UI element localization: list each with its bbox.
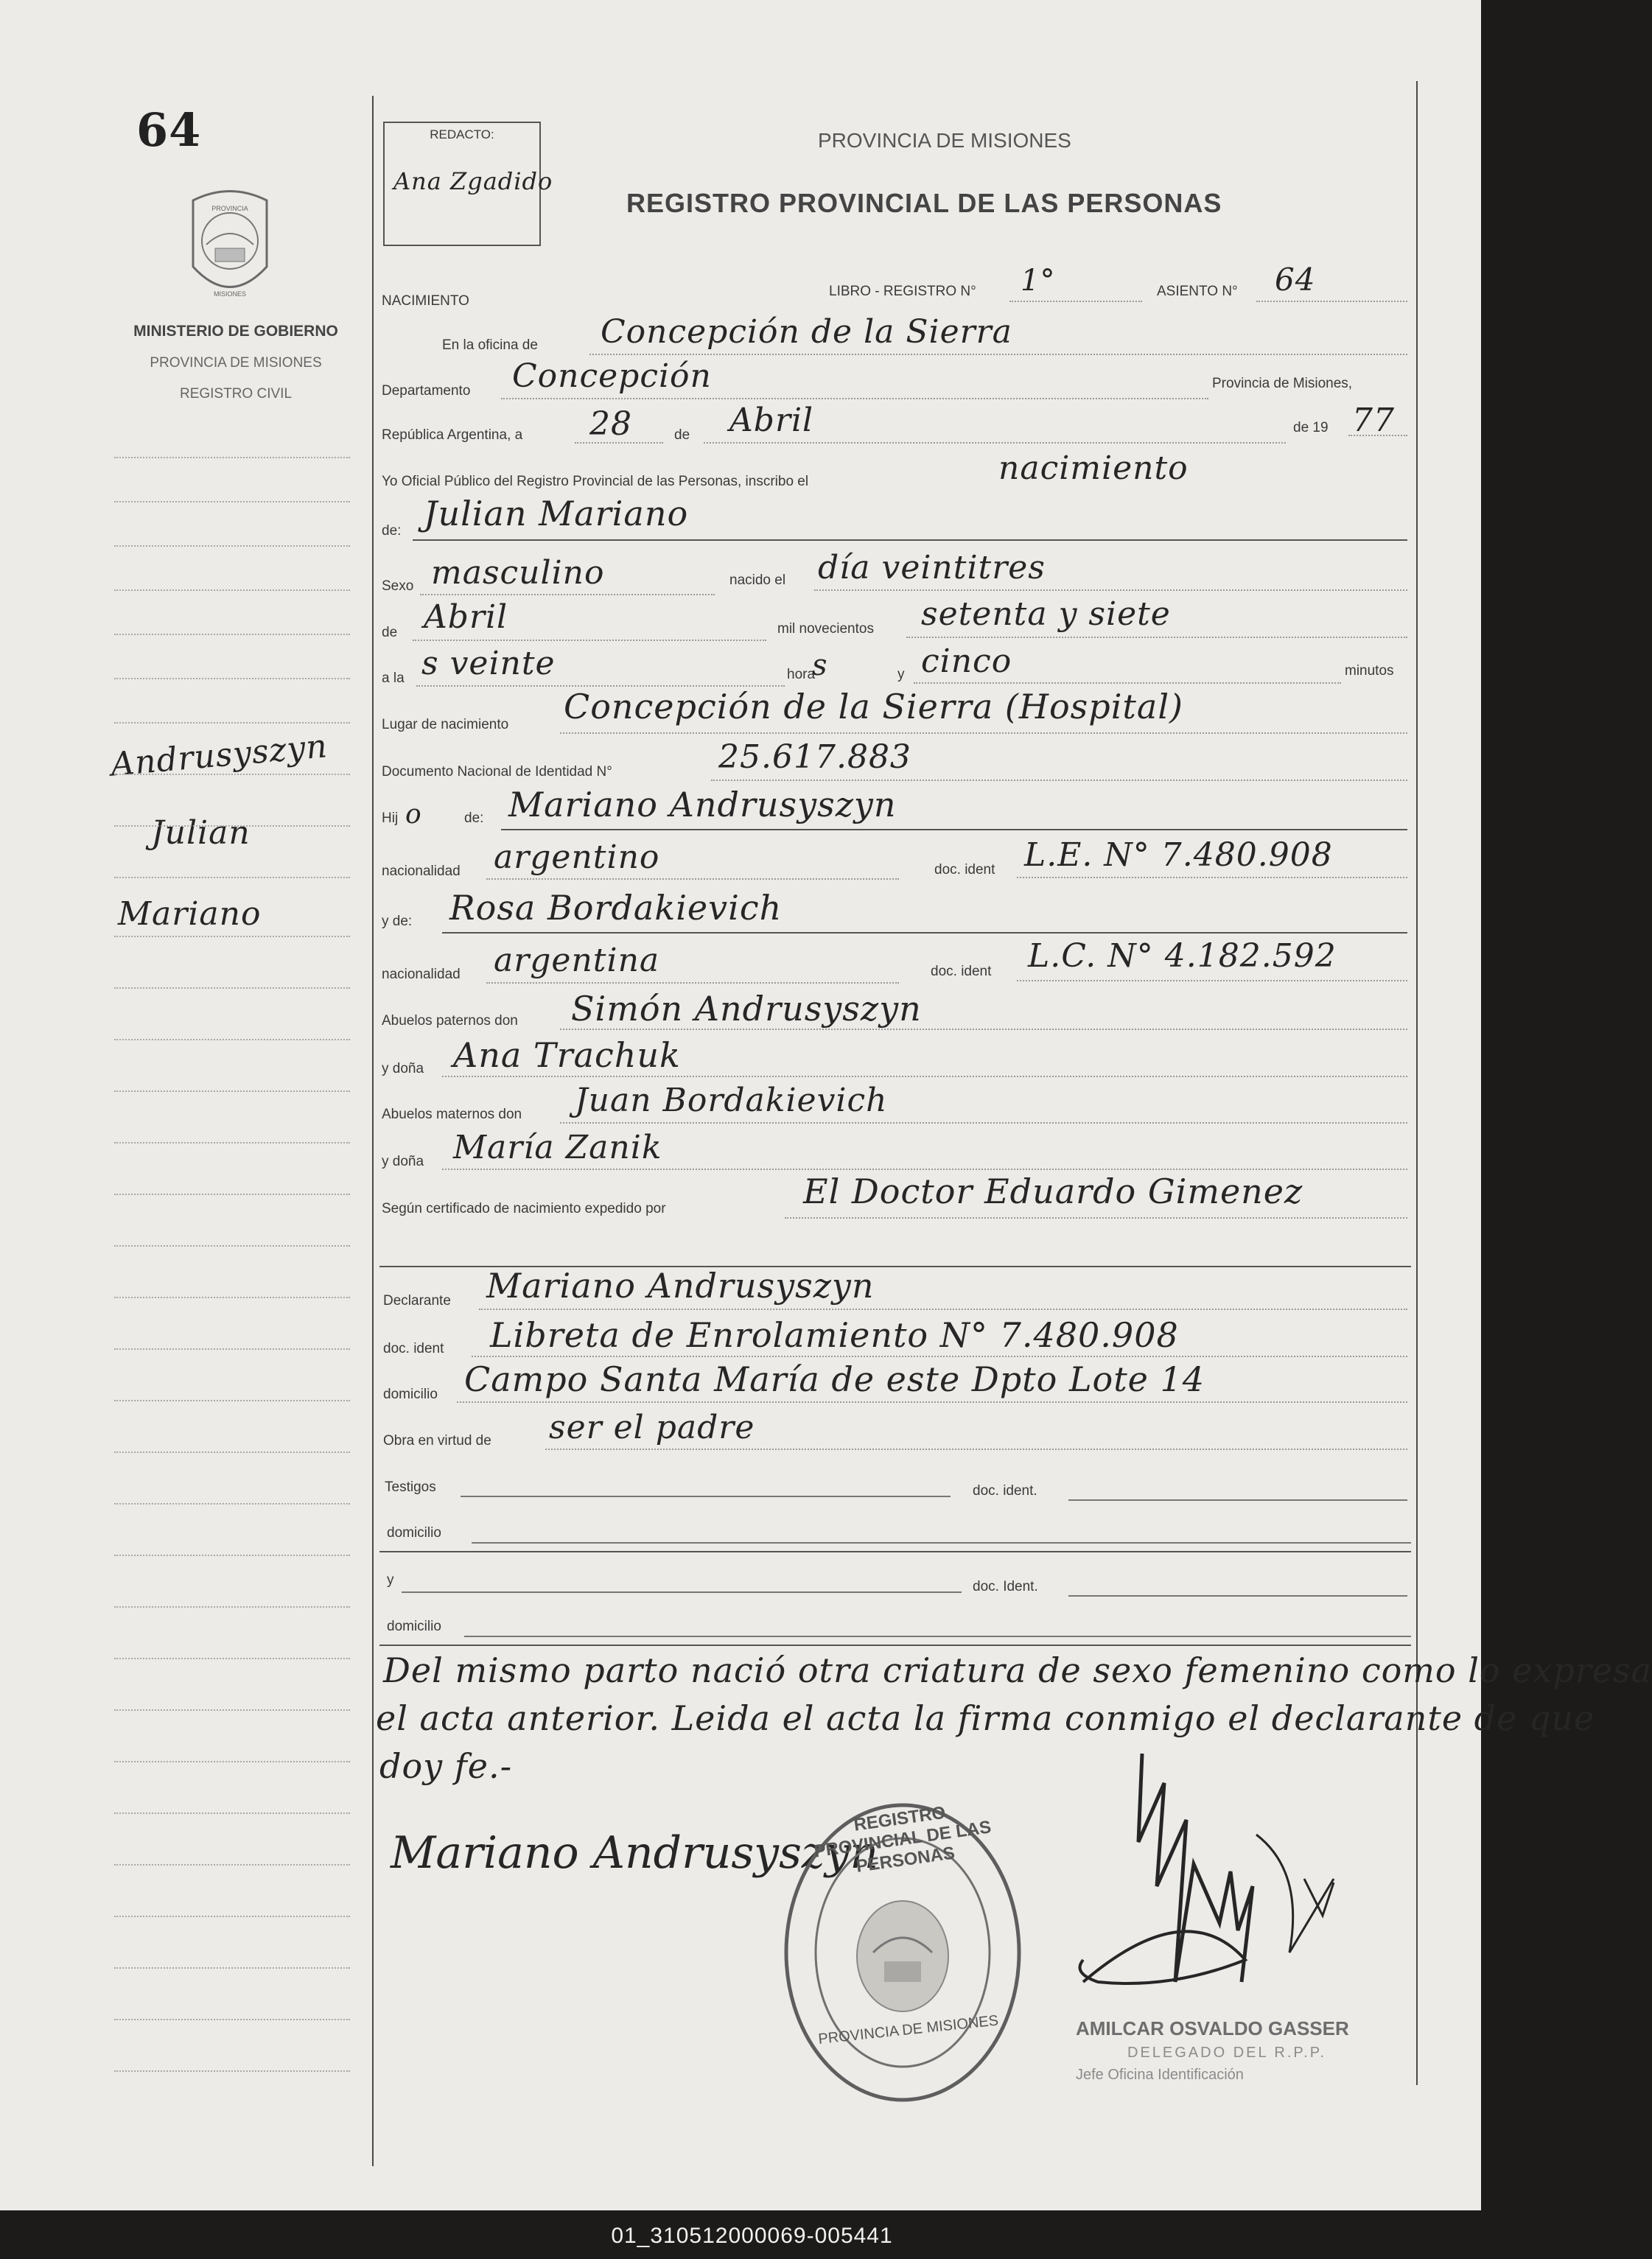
official-role: DELEGADO DEL R.P.P. bbox=[1127, 2045, 1327, 2061]
oficina-value: Concepción de la Sierra bbox=[601, 313, 1012, 351]
margin-first-name: Julian bbox=[151, 814, 251, 852]
nota-line3: doy fe.- bbox=[379, 1746, 513, 1786]
libro-value: 1° bbox=[1021, 264, 1056, 298]
hijo-de-label: de: bbox=[464, 810, 484, 826]
departamento-label: Departamento bbox=[382, 383, 471, 399]
padre-value: Mariano Andrusyszyn bbox=[508, 785, 897, 824]
mes-value: Abril bbox=[729, 402, 814, 439]
official-office: Jefe Oficina Identificación bbox=[1076, 2067, 1244, 2083]
asiento-label: ASIENTO N° bbox=[1157, 284, 1238, 299]
ab-pat-don: Simón Andrusyszyn bbox=[571, 989, 922, 1029]
nota-line2: el acta anterior. Leida el acta la firma conmigo el declarante de que bbox=[376, 1698, 1595, 1738]
dni-label: Documento Nacional de Identidad N° bbox=[382, 764, 612, 780]
ab-mat-label: Abuelos maternos don bbox=[382, 1107, 522, 1122]
testigos-y-label: y bbox=[387, 1572, 394, 1588]
declarante-domicilio-label: domicilio bbox=[383, 1387, 438, 1402]
nota-line1: Del mismo parto nació otra criatura de sexo femenino como lo expresa bbox=[383, 1650, 1652, 1690]
civil-registry-label: REGISTRO CIVIL bbox=[179, 386, 293, 402]
official-name: AMILCAR OSVALDO GASSER bbox=[1076, 2017, 1349, 2039]
sexo-value: masculino bbox=[431, 554, 605, 592]
ab-mat-dona-label: y doña bbox=[382, 1154, 424, 1169]
seal-text: REGISTRO PROVINCIAL DE LAS PERSONAS bbox=[813, 1802, 993, 1877]
horas-suffix: s bbox=[812, 648, 828, 682]
doc-madre-value: L.C. N° 4.182.592 bbox=[1028, 937, 1337, 975]
dni-value: 25.617.883 bbox=[718, 738, 911, 776]
sexo-label: Sexo bbox=[382, 578, 414, 594]
doc-padre-value: L.E. N° 7.480.908 bbox=[1024, 836, 1333, 874]
record-type-label: NACIMIENTO bbox=[382, 293, 469, 309]
mes2-value: Abril bbox=[424, 598, 508, 636]
doc-madre-label: doc. ident bbox=[931, 964, 992, 979]
redacto-signature: Ana Zgadido bbox=[393, 167, 553, 195]
mil-value: setenta y siete bbox=[921, 595, 1171, 633]
madre-label: y de: bbox=[382, 914, 413, 929]
redacto-label: REDACTO: bbox=[430, 127, 494, 141]
nombre-value: Julian Mariano bbox=[424, 494, 689, 533]
redacto-box bbox=[383, 122, 553, 246]
hijo-suffix: o bbox=[405, 799, 422, 830]
oficial-value: nacimiento bbox=[998, 449, 1189, 487]
libro-label: LIBRO - REGISTRO N° bbox=[829, 284, 976, 299]
hijo-label: Hij bbox=[382, 810, 399, 826]
ab-pat-dona: Ana Trachuk bbox=[453, 1035, 681, 1075]
dia-value: 28 bbox=[589, 405, 632, 443]
oficial-label: Yo Oficial Público del Registro Provincial de las Personas, inscribo el bbox=[382, 474, 809, 489]
obra-value: ser el padre bbox=[549, 1409, 755, 1446]
province-label: PROVINCIA DE MISIONES bbox=[150, 355, 322, 371]
doc-padre-label: doc. ident bbox=[934, 862, 995, 878]
nac-madre-value: argentina bbox=[494, 942, 660, 979]
ab-mat-don: Juan Bordakievich bbox=[575, 1082, 888, 1119]
de2-label: de bbox=[382, 625, 398, 640]
ab-mat-dona: María Zanik bbox=[453, 1129, 662, 1166]
de-label: de bbox=[674, 427, 690, 443]
testigos-label: Testigos bbox=[385, 1479, 436, 1495]
nacido-label: nacido el bbox=[729, 572, 786, 588]
margin-surname: Andrusyszyn bbox=[109, 727, 329, 784]
nacido-value: día veintitres bbox=[818, 549, 1046, 586]
ab-pat-label: Abuelos paternos don bbox=[382, 1013, 518, 1029]
ministry-label: MINISTERIO DE GOBIERNO bbox=[133, 323, 338, 340]
testigos-doc2-label: doc. Ident. bbox=[973, 1579, 1038, 1594]
provincia-label: Provincia de Misiones, bbox=[1212, 376, 1353, 391]
nombre-label: de: bbox=[382, 523, 402, 539]
minutos-value: cinco bbox=[921, 642, 1012, 680]
testigos-domicilio2-label: domicilio bbox=[387, 1619, 441, 1634]
mil-label: mil novecientos bbox=[777, 621, 874, 637]
testigos-domicilio-label: domicilio bbox=[387, 1525, 441, 1541]
cert-value: El Doctor Eduardo Gimenez bbox=[803, 1171, 1303, 1211]
page-number: 64 bbox=[136, 103, 202, 157]
lugar-label: Lugar de nacimiento bbox=[382, 717, 509, 732]
cert-label: Según certificado de nacimiento expedido por bbox=[382, 1201, 666, 1216]
testigos-doc-label: doc. ident. bbox=[973, 1483, 1037, 1499]
hora-prefix: a la bbox=[382, 670, 405, 686]
seal-bottom-text: PROVINCIA DE MISIONES bbox=[817, 2012, 999, 2048]
asiento-value: 64 bbox=[1275, 262, 1316, 298]
declarante-label: Declarante bbox=[383, 1293, 451, 1309]
obra-label: Obra en virtud de bbox=[383, 1433, 491, 1449]
header-province: PROVINCIA DE MISIONES bbox=[818, 129, 1071, 152]
declarante-doc-label: doc. ident bbox=[383, 1341, 444, 1356]
anio-label: de 19 bbox=[1293, 420, 1329, 435]
declarante-doc-value: Libreta de Enrolamiento N° 7.480.908 bbox=[490, 1315, 1179, 1355]
anio-value: 77 bbox=[1352, 402, 1395, 439]
minutos-label: minutos bbox=[1345, 663, 1394, 679]
y-label: y bbox=[897, 667, 905, 682]
official-signature bbox=[1068, 1739, 1348, 2019]
ab-pat-dona-label: y doña bbox=[382, 1061, 424, 1076]
madre-value: Rosa Bordakievich bbox=[449, 888, 783, 928]
hora-value: s veinte bbox=[421, 645, 556, 682]
header-registry: REGISTRO PROVINCIAL DE LAS PERSONAS bbox=[626, 188, 1222, 218]
republica-label: República Argentina, a bbox=[382, 427, 523, 443]
province-emblem bbox=[178, 186, 281, 311]
declarante-value: Mariano Andrusyszyn bbox=[486, 1266, 875, 1306]
horas-label: hora bbox=[787, 667, 816, 682]
svg-text:MISIONES: MISIONES bbox=[213, 290, 247, 298]
nac-padre-label: nacionalidad bbox=[382, 864, 461, 879]
departamento-value: Concepción bbox=[512, 357, 712, 395]
nac-madre-label: nacionalidad bbox=[382, 967, 461, 982]
archive-id-footer: 01_310512000069-005441 bbox=[611, 2224, 893, 2248]
lugar-value: Concepción de la Sierra (Hospital) bbox=[564, 687, 1183, 726]
margin-second-name: Mariano bbox=[118, 895, 262, 933]
nac-padre-value: argentino bbox=[494, 838, 660, 876]
declarante-domicilio-value: Campo Santa María de este Dpto Lote 14 bbox=[464, 1359, 1205, 1399]
svg-text:PROVINCIA: PROVINCIA bbox=[211, 205, 248, 212]
declarant-signature: Mariano Andrusyszyn bbox=[391, 1827, 879, 1879]
oficina-label: En la oficina de bbox=[442, 337, 538, 353]
